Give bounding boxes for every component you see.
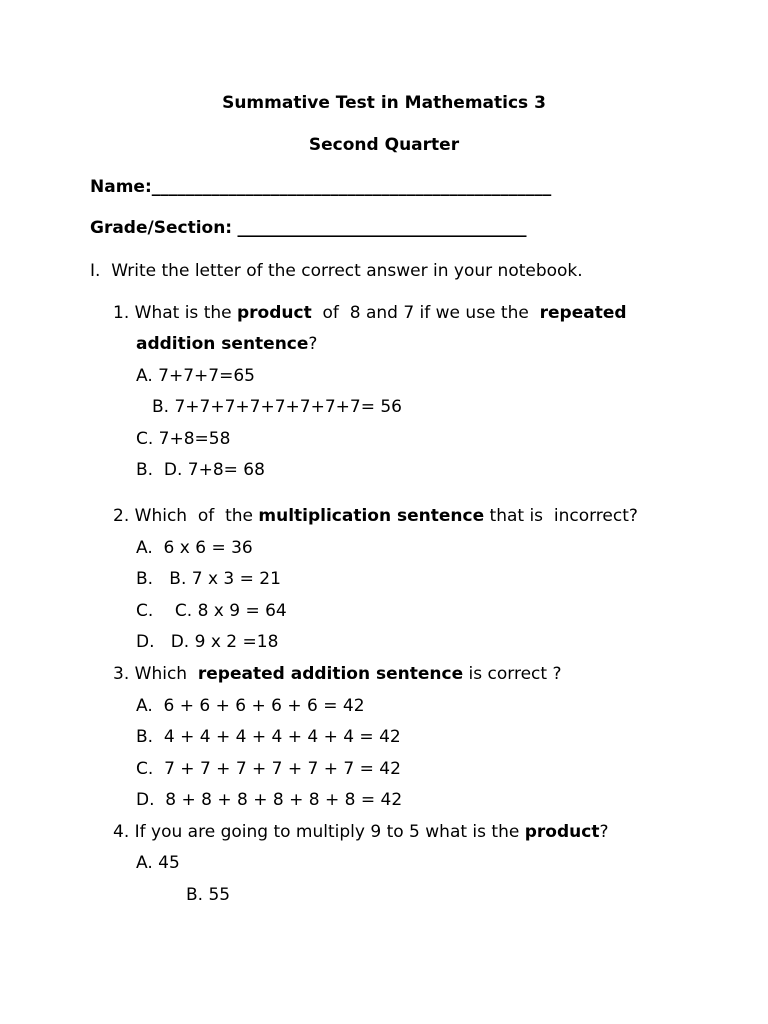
- name-blank: _______________________________________________: [151, 177, 552, 197]
- question-1: 1. What is the product of 8 and 7 if we use the repeated: [113, 303, 627, 323]
- name-label: Name:: [90, 177, 152, 197]
- q4-option-a: A. 45: [136, 853, 180, 873]
- q2-option-a: A. 6 x 6 = 36: [136, 538, 253, 558]
- question-3: 3. Which repeated addition sentence is correct ?: [113, 664, 562, 684]
- test-title: Summative Test in Mathematics 3: [222, 93, 546, 113]
- question-2: 2. Which of the multiplication sentence that is incorrect?: [113, 506, 638, 526]
- quarter-subtitle: Second Quarter: [308, 135, 460, 155]
- q4-option-b: B. 55: [186, 885, 231, 905]
- q3-option-b: B. 4 + 4 + 4 + 4 + 4 + 4 = 42: [136, 727, 401, 747]
- grade-section-line: [90, 218, 527, 238]
- grade-blank: __________________________________: [237, 218, 527, 238]
- grade-label: Grade/Section:: [90, 218, 233, 238]
- q3-option-a: A. 6 + 6 + 6 + 6 + 6 = 42: [136, 696, 365, 716]
- name-line: [90, 177, 551, 197]
- question-1-continued: addition sentence?: [136, 334, 318, 354]
- q1-option-a: A. 7+7+7=65: [136, 366, 255, 386]
- q1-option-b: B. 7+7+7+7+7+7+7+7= 56: [152, 397, 402, 417]
- q3-option-d: D. 8 + 8 + 8 + 8 + 8 + 8 = 42: [136, 790, 403, 810]
- q2-option-d: D. D. 9 x 2 =18: [136, 632, 279, 652]
- q1-option-d: B. D. 7+8= 68: [136, 460, 265, 480]
- q2-option-b: B. B. 7 x 3 = 21: [136, 569, 281, 589]
- q1-option-c: C. 7+8=58: [136, 429, 231, 449]
- q3-option-c: C. 7 + 7 + 7 + 7 + 7 + 7 = 42: [136, 759, 401, 779]
- section-instruction: I. Write the letter of the correct answer in your notebook.: [90, 261, 583, 281]
- question-4: 4. If you are going to multiply 9 to 5 what is the product?: [113, 822, 609, 842]
- q2-option-c: C. C. 8 x 9 = 64: [136, 601, 287, 621]
